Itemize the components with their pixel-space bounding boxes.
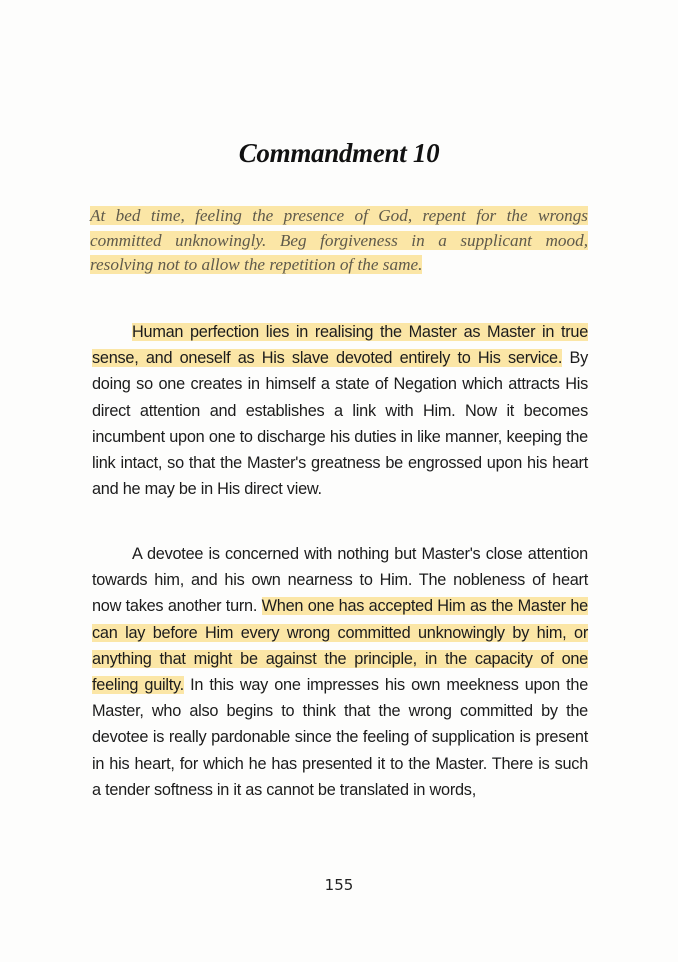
chapter-title: Commandment 10 (238, 138, 440, 168)
paragraph-1-highlight: Human perfection lies in realising the Master as Master in true sense, and oneself as His slave devoted entirely to His service. (92, 323, 588, 368)
paragraph-1-text: By doing so one creates in himself a state of Negation which attracts His direct attention and establishes a link with Him. Now it becomes incumbent upon one to discharge his duties in like manner, keeping the link intact, so that the Master's greatness be engrossed upon his heart and he may be in His direct view. (92, 349, 588, 499)
paragraph-2-text-before: A devotee is concerned with nothing but Master's close attention towards him, and his own nearness to Him. The nobleness of heart now takes another turn. (92, 545, 588, 616)
page-number: 155 (324, 876, 354, 894)
paragraph-2-highlight: When one has accepted Him as the Master he can lay before Him every wrong committed unknowingly by him, or anything that might be against the principle, in the capacity of one feeling guilty. (92, 597, 588, 695)
paragraph-2-text-after: In this way one impresses his own meekness upon the Master, who also begins to think that the wrong committed by the devotee is really pardonable since the feeling of supplication is present in his heart, for which he has presented it to the Master. There is such a tender softness in it as cannot be translated in words, (92, 676, 588, 799)
paragraph-1 (92, 319, 588, 502)
paragraph-2 (92, 541, 588, 803)
commandment-text-highlight: At bed time, feeling the presence of God, repent for the wrongs committed unknowingly. Beg forgiveness in a supplicant mood, resolving not to allow the repetition of the same. (90, 206, 588, 274)
commandment-statement (90, 204, 588, 278)
